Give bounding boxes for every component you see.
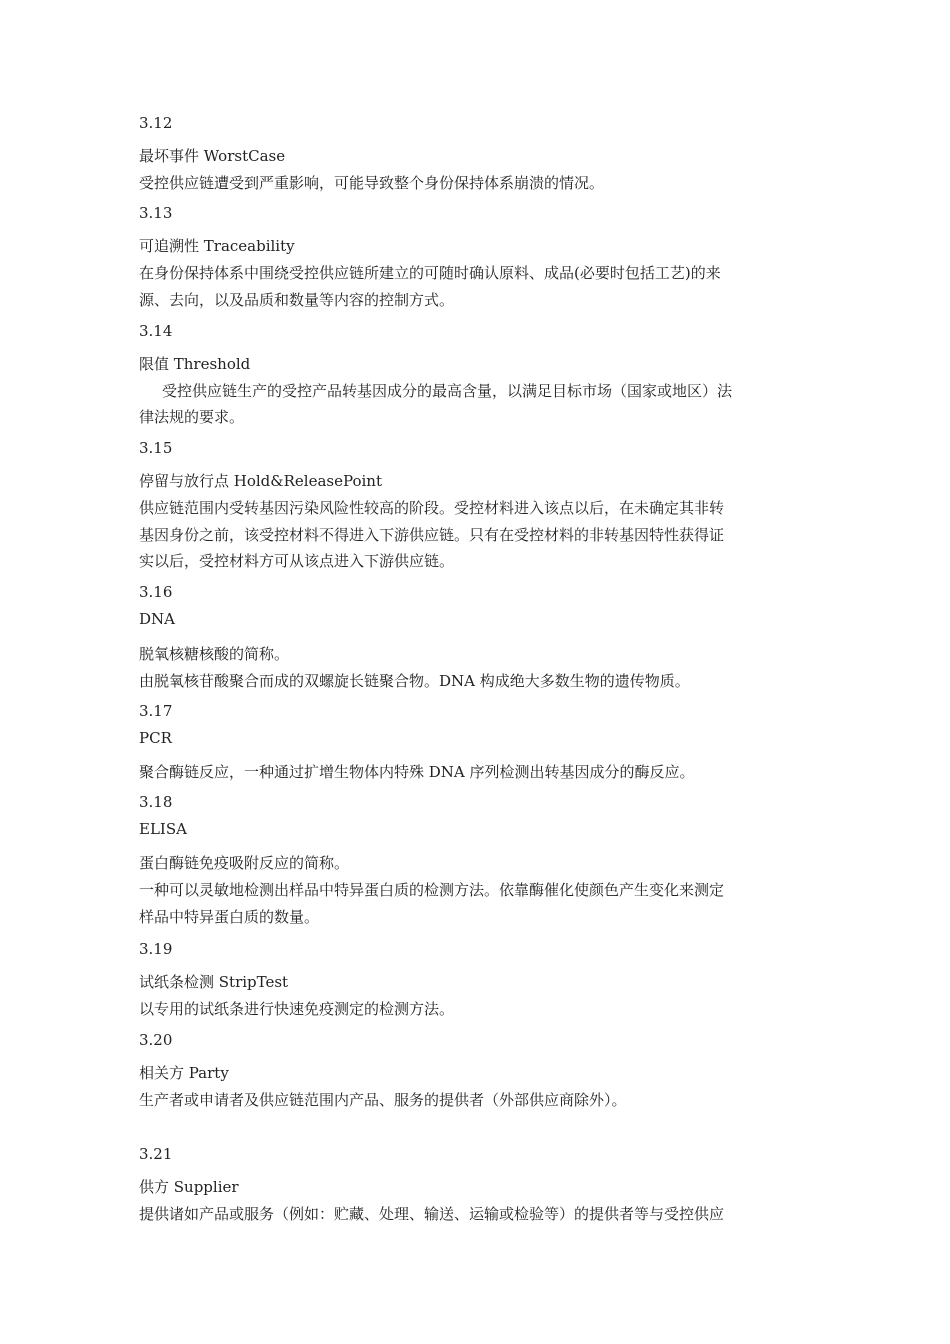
definition-text: 供应链范围内受转基因污染风险性较高的阶段。受控材料进入该点以后，在未确定其非转 — [139, 499, 725, 517]
term-title: 最坏事件 WorstCase — [139, 147, 286, 165]
definition-text: 生产者或申请者及供应链范围内产品、服务的提供者（外部供应商除外）。 — [139, 1091, 627, 1109]
section-number: 3.21 — [139, 1145, 173, 1163]
definition-text: 受控供应链遭受到严重影响，可能导致整个身份保持体系崩溃的情况。 — [139, 174, 605, 192]
definition-text: 在身份保持体系中围绕受控供应链所建立的可随时确认原料、成品(必要时包括工艺)的来 — [139, 264, 721, 282]
term-title: 限值 Threshold — [139, 355, 251, 373]
section-number: 3.20 — [139, 1031, 173, 1049]
definition-text: 一种可以灵敏地检测出样品中特异蛋白质的检测方法。依靠酶催化使颜色产生变化来测定 — [139, 881, 725, 899]
section-number: 3.17 — [139, 702, 173, 720]
definition-text: 源、去向，以及品质和数量等内容的控制方式。 — [139, 291, 455, 309]
section-number: 3.15 — [139, 439, 173, 457]
section-number: 3.13 — [139, 204, 173, 222]
section-number: 3.12 — [139, 114, 173, 132]
definition-text: 脱氧核糖核酸的简称。 — [139, 645, 290, 663]
section-number: 3.19 — [139, 940, 173, 958]
term-title: 可追溯性 Traceability — [139, 237, 295, 255]
term-title: 停留与放行点 Hold&ReleasePoint — [139, 472, 382, 490]
term-title: PCR — [139, 729, 172, 747]
definition-text: 聚合酶链反应，一种通过扩增生物体内特殊 DNA 序列检测出转基因成分的酶反应。 — [139, 763, 695, 781]
section-number: 3.18 — [139, 793, 173, 811]
section-number: 3.14 — [139, 322, 173, 340]
definition-text: 蛋白酶链免疫吸附反应的简称。 — [139, 854, 350, 872]
definition-text: 基因身份之前，该受控材料不得进入下游供应链。只有在受控材料的非转基因特性获得证 — [139, 526, 725, 544]
definition-text: 以专用的试纸条进行快速免疫测定的检测方法。 — [139, 1000, 455, 1018]
definition-text: 受控供应链生产的受控产品转基因成分的最高含量，以满足目标市场（国家或地区）法 — [162, 382, 733, 400]
definition-text: 实以后，受控材料方可从该点进入下游供应链。 — [139, 552, 455, 570]
definition-text: 由脱氧核苷酸聚合而成的双螺旋长链聚合物。DNA 构成绝大多数生物的遗传物质。 — [139, 672, 690, 690]
definition-text: 提供诸如产品或服务（例如：贮藏、处理、输送、运输或检验等）的提供者等与受控供应 — [139, 1205, 725, 1223]
section-number: 3.16 — [139, 583, 173, 601]
term-title: DNA — [139, 610, 175, 628]
definition-text: 样品中特异蛋白质的数量。 — [139, 908, 320, 926]
term-title: 试纸条检测 StripTest — [139, 973, 289, 991]
term-title: 供方 Supplier — [139, 1178, 239, 1196]
term-title: 相关方 Party — [139, 1064, 229, 1082]
definition-text: 律法规的要求。 — [139, 408, 245, 426]
term-title: ELISA — [139, 820, 187, 838]
